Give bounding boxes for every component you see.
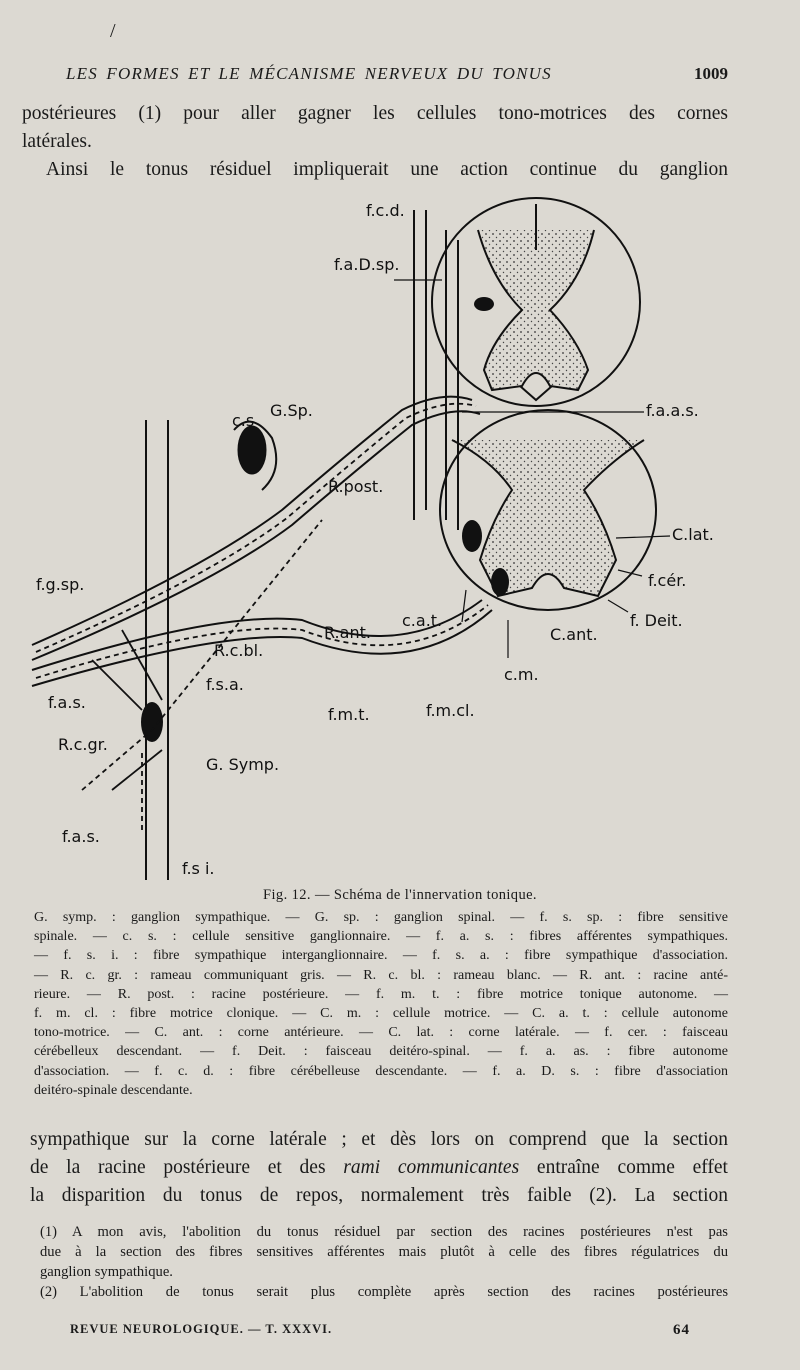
spinal-ganglion-cell	[238, 426, 266, 474]
label-cat: c.a.t.	[402, 611, 443, 630]
legend-line: tono-motrice. — C. ant. : corne antérieure. — C. lat. : corne latérale. — f. cer. : faisceau	[34, 1025, 728, 1041]
label-cs: c.s	[232, 411, 255, 430]
label-fsa: f.s.a.	[206, 675, 244, 694]
label-gsymp: G. Symp.	[206, 755, 280, 774]
label-faas: f.a.a.s.	[646, 401, 699, 420]
label-rcbl: R.c.bl.	[214, 641, 264, 660]
figure-legend	[34, 908, 728, 1100]
legend-line: deitéro-spinale descendante.	[34, 1082, 193, 1098]
label-fdeit: f. Deit.	[630, 611, 683, 630]
text-italic-segment: rami communicantes	[343, 1157, 520, 1178]
cat-cell	[462, 520, 482, 552]
figure-caption: Fig. 12. — Schéma de l'innervation tonique.	[263, 887, 537, 903]
text-segment: de la racine postérieure et des	[30, 1157, 344, 1178]
label-cm: c.m.	[504, 665, 539, 684]
legend-line: — f. s. i. : fibre sympathique interganglionnaire. — f. s. a. : fibre sympathique d'association.	[34, 948, 728, 964]
text-line: la disparition du tonus de repos, normalement très faible (2). La section	[30, 1185, 728, 1206]
label-cant: C.ant.	[550, 625, 598, 644]
label-fcd: f.c.d.	[366, 201, 405, 220]
upper-cell-body	[474, 297, 494, 311]
label-fcer: f.cér.	[648, 571, 687, 590]
bottom-paragraph	[30, 1126, 728, 1210]
page-number: 1009	[694, 64, 728, 83]
legend-line: G. symp. : ganglion sympathique. — G. sp. : ganglion spinal. — f. s. sp. : fibre sensitive	[34, 910, 728, 925]
footnote-line: due à la section des fibres sensitives afférentes mais plutôt à celle des fibres régulatrices du	[40, 1244, 728, 1260]
legend-line: d'association. — f. c. d. : fibre cérébelleuse descendante. — f. a. D. s. : fibre d'association	[34, 1063, 728, 1079]
footnote-line: (2) L'abolition de tonus serait plus complète après section des racines postérieures	[40, 1284, 728, 1300]
legend-line: spinale. — c. s. : cellule sensitive ganglionnaire. — f. a. s. : fibres afférentes sympathiques.	[34, 929, 728, 945]
top-paragraph	[22, 100, 728, 184]
text-line: Ainsi le tonus résiduel impliquerait une action continue du ganglion	[46, 159, 728, 180]
label-gsp: G.Sp.	[270, 401, 313, 420]
motor-cell	[491, 568, 509, 596]
legend-line: f. m. cl. : fibre motrice clonique. — C. m. : cellule motrice. — C. a. t. : cellule autonome	[34, 1006, 728, 1022]
footnote-line: (1) A mon avis, l'abolition du tonus résiduel par section des racines postérieures n'est pas	[40, 1224, 728, 1240]
sheet-number: 64	[673, 1322, 690, 1338]
text-line: latérales.	[22, 131, 92, 152]
label-fas-bottom: f.a.s.	[62, 827, 100, 846]
descending-fibres	[414, 210, 458, 530]
running-head-title: LES FORMES ET LE MÉCANISME NERVEUX DU TONUS	[66, 64, 552, 83]
page-footer	[70, 1322, 690, 1337]
figure-innervation-schema	[22, 190, 728, 880]
text-line: postérieures (1) pour aller gagner les cellules tono-motrices des cornes	[22, 103, 728, 124]
label-fgsp: f.g.sp.	[36, 575, 85, 594]
legend-line: — R. c. gr. : rameau communiquant gris. — R. c. bl. : rameau blanc. — R. ant. : racine anté-	[34, 967, 728, 983]
upper-cord-section	[432, 198, 640, 406]
sympathetic-chain	[146, 420, 168, 880]
legend-line: rieure. — R. post. : racine postérieure. — f. m. t. : fibre motrice tonique autonome. —	[34, 986, 728, 1002]
legend-line: cérébelleux descendant. — f. Deit. : faisceau deitéro-spinal. — f. a. as. : fibre autonome	[34, 1044, 728, 1060]
text-line	[30, 1154, 728, 1182]
journal-name: REVUE NEUROLOGIQUE. — T. XXXVI.	[70, 1322, 333, 1336]
innervation-diagram	[22, 190, 728, 880]
label-rpost: R.post.	[328, 477, 384, 496]
page-mark: /	[110, 20, 116, 42]
label-rcgr: R.c.gr.	[58, 735, 108, 754]
lower-cord-section	[440, 410, 656, 610]
label-rant: R.ant.	[324, 623, 371, 642]
text-line: sympathique sur la corne latérale ; et dès lors on comprend que la section	[30, 1129, 728, 1150]
label-fmt: f.m.t.	[328, 705, 370, 724]
label-fmcl: f.m.cl.	[426, 701, 475, 720]
footnote-line: ganglion sympathique.	[40, 1264, 173, 1280]
label-fads: f.a.D.sp.	[334, 255, 400, 274]
running-head	[66, 64, 728, 84]
text-segment: entraîne comme effet	[519, 1157, 728, 1178]
footnotes	[40, 1222, 728, 1302]
label-clat: C.lat.	[672, 525, 714, 544]
label-fas-left: f.a.s.	[48, 693, 86, 712]
label-fsi: f.s i.	[182, 859, 215, 878]
